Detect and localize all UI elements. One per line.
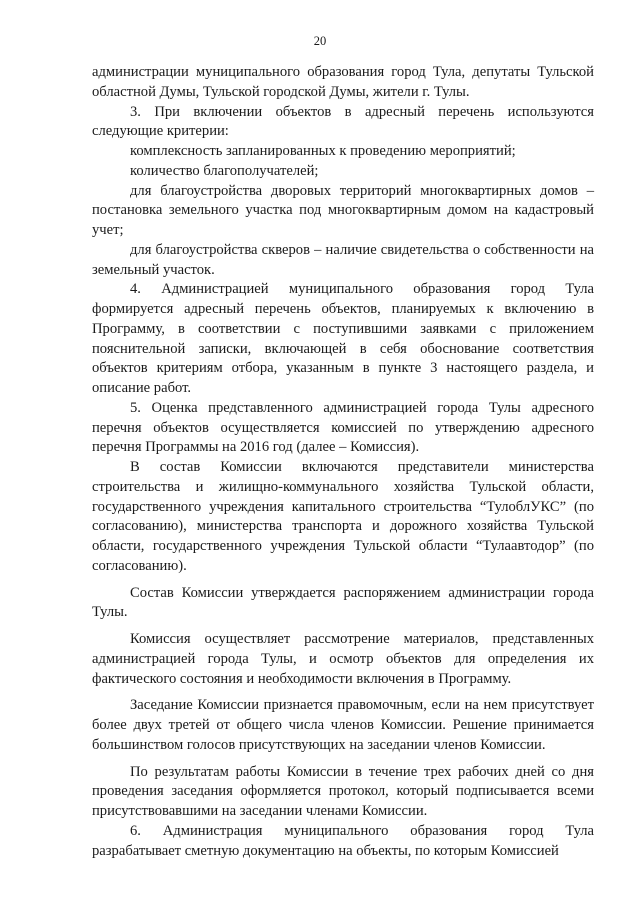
paragraph-continuation: администрации муниципального образования город Тула, депутаты Тульской областной Думы, Тульской городской Думы, жители г. Тулы. xyxy=(92,64,594,100)
paragraph-criterion-squares: для благоустройства скверов – наличие свидетельства о собственности на земельный участок. xyxy=(92,241,594,278)
paragraph-criterion-beneficiaries: количество благополучателей; xyxy=(130,162,319,179)
paragraph-commission-protocol: По результатам работы Комиссии в течение трех рабочих дней со дня проведения заседания оформляется протокол, который подписывается всеми присутствовавшими на заседании членами Комиссии. xyxy=(92,763,594,819)
paragraph-commission-members: В состав Комиссии включаются представители министерства строительства и жилищно-коммунального хозяйства Тульской области, государственного учреждения капитального строительства “ТулоблУКС” (по согласованию), министерства транспорта и дорожного хозяйства Тульской области, государственного учреждения Тульской области “Тулаавтодор” (по согласованию). xyxy=(92,459,594,574)
paragraph-item-5: 5. Оценка представленного администрацией города Тулы адресного перечня объектов осуществляется комиссией по утверждению адресного перечня Программы на 2016 год (далее – Комиссия). xyxy=(92,399,594,456)
document-body xyxy=(92,63,594,861)
paragraph-item-6: 6. Администрация муниципального образования город Тула разрабатывает сметную документацию на объекты, по которым Комиссией xyxy=(92,822,594,859)
paragraph-commission-review: Комиссия осуществляет рассмотрение материалов, представленных администрацией города Тулы, и осмотр объектов для определения их фактического состояния и необходимости включения в Программу. xyxy=(92,631,594,687)
paragraph-commission-composition: Состав Комиссии утверждается распоряжением администрации города Тулы. xyxy=(92,584,594,621)
paragraph-criterion-courtyards: для благоустройства дворовых территорий многоквартирных домов – постановка земельного участка под многоквартирным домом на кадастровый учет; xyxy=(92,182,594,238)
paragraph-criterion-complexity: комплексность запланированных к проведению мероприятий; xyxy=(130,143,516,159)
paragraph-criteria-intro: 3. При включении объектов в адресный перечень используются следующие критерии: xyxy=(92,103,594,140)
paragraph-item-4: 4. Администрацией муниципального образования город Тула формируется адресный перечень объектов, планируемых к включению в Программу, в соответствии с поступившими заявками с приложением пояснительной записки, включающей в себя обоснование соответствия объектов критериям отбора, указанным в пункте 3 настоящего раздела, и описание работ. xyxy=(92,281,594,396)
page-number: 20 xyxy=(313,34,327,48)
paragraph-commission-quorum: Заседание Комиссии признается правомочным, если на нем присутствует более двух третей от общего числа членов Комиссии. Решение принимается большинством голосов присутствующих на заседании членов Комиссии. xyxy=(92,697,594,753)
